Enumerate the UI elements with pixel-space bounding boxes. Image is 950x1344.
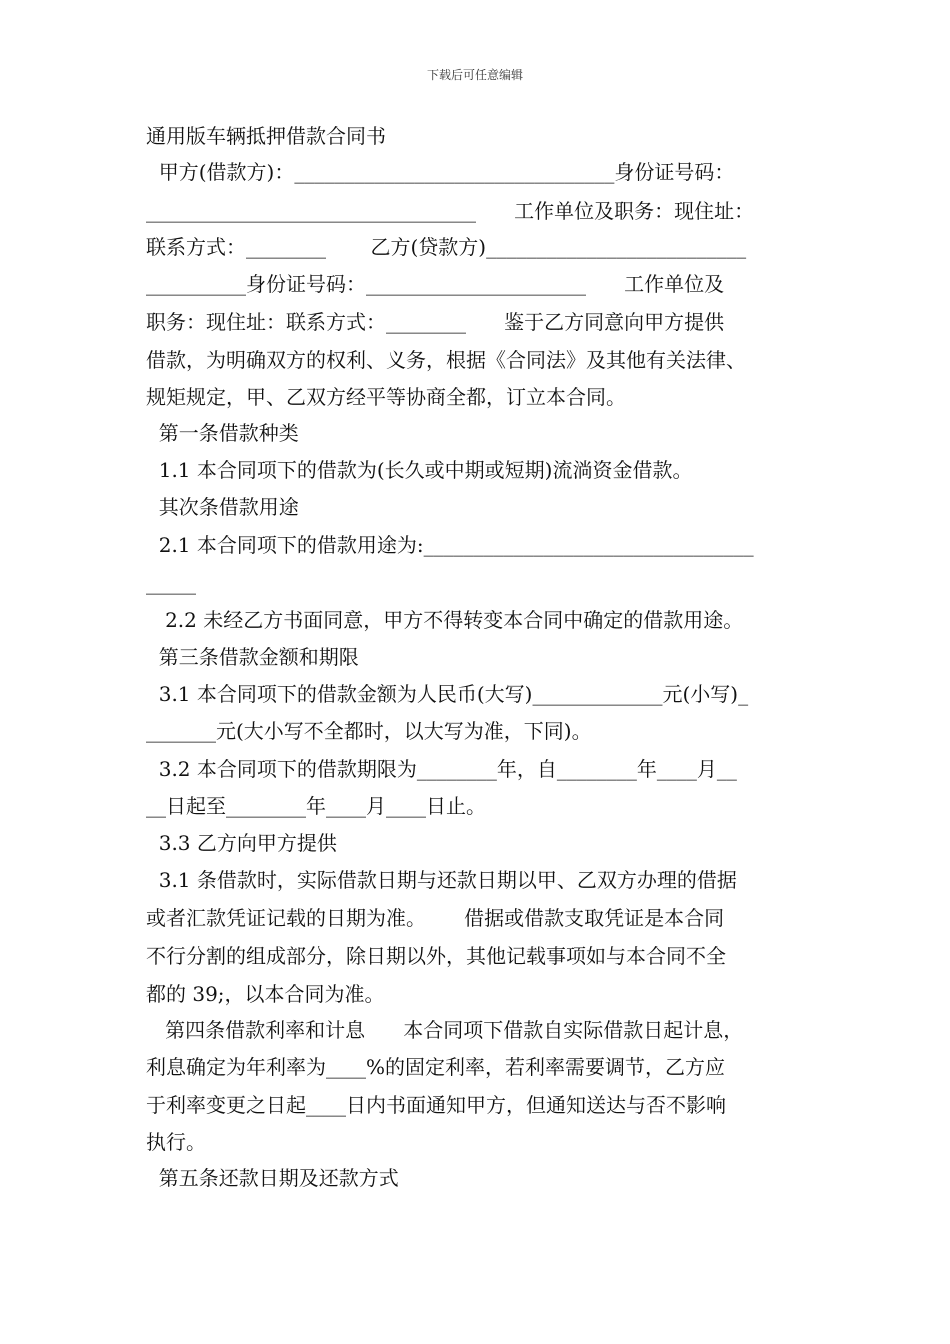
- text-line: 借款，为明确双方的权利、义务，根据《合同法》及其他有关法律、: [146, 348, 746, 372]
- text-line: __________身份证号码：______________________ 工作单位及: [146, 272, 725, 296]
- text-line: _________________________________ 工作单位及职务：现住址：: [146, 199, 755, 223]
- section-heading: 第五条还款日期及还款方式: [146, 1166, 399, 1190]
- text-line: 规矩规定，甲、乙双方经平等协商全都，订立本合同。: [146, 385, 626, 409]
- page-header: 下载后可任意编辑: [426, 68, 523, 82]
- text-line: 利息确定为年利率为____%的固定利率，若利率需要调节，乙方应: [146, 1055, 726, 1079]
- section-heading: 第三条借款金额和期限: [146, 645, 359, 669]
- text-line: 2.2 未经乙方书面同意，甲方不得转变本合同中确定的借款用途。: [146, 608, 744, 632]
- section-heading: 第一条借款种类: [146, 421, 299, 445]
- text-line: 2.1 本合同项下的借款用途为:_________________________________: [146, 533, 754, 557]
- text-line: 3.2 本合同项下的借款期限为________年，自________年____月__: [146, 757, 737, 781]
- text-line: 执行。: [146, 1130, 206, 1154]
- text-line: 3.1 条借款时，实际借款日期与还款日期以甲、乙双方办理的借据: [146, 868, 737, 892]
- text-line: 不行分割的组成部分，除日期以外，其他记载事项如与本合同不全: [146, 944, 726, 968]
- text-line: 3.3 乙方向甲方提供: [146, 831, 337, 855]
- text-line: __日起至________年____月____日止。: [146, 794, 486, 818]
- text-line: _______元(大小写不全都时，以大写为准，下同)。: [146, 719, 592, 743]
- text-line: 于利率变更之日起____日内书面通知甲方，但通知送达与否不影响: [146, 1093, 726, 1117]
- text-line: 或者汇款凭证记载的日期为准。 借据或借款支取凭证是本合同: [146, 906, 725, 930]
- text-line: 职务：现住址：联系方式：________ 鉴于乙方同意向甲方提供: [146, 310, 725, 334]
- text-line: 甲方(借款方)：________________________________身份证号码：: [146, 160, 735, 184]
- text-line: 1.1 本合同项下的借款为(长久或中期或短期)流淌资金借款。: [146, 458, 693, 482]
- document-title: 通用版车辆抵押借款合同书: [146, 124, 386, 148]
- section-heading: 其次条借款用途: [146, 495, 299, 519]
- text-line: 都的 39;，以本合同为准。: [146, 982, 385, 1006]
- text-line: _____: [146, 571, 196, 595]
- text-line: 3.1 本合同项下的借款金额为人民币(大写)_____________元(小写)_: [146, 682, 749, 706]
- text-line: 联系方式：________ 乙方(贷款方)__________________________: [146, 235, 747, 259]
- text-line: 第四条借款利率和计息 本合同项下借款自实际借款日起计息，: [146, 1018, 744, 1042]
